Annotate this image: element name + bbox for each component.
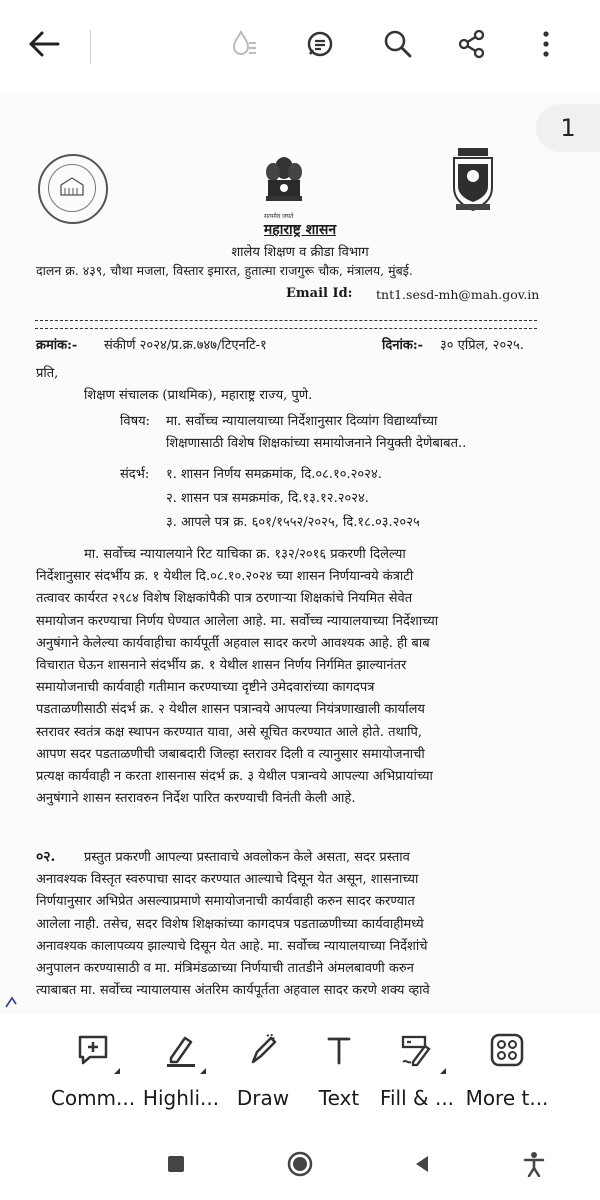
more-vertical-icon[interactable] xyxy=(522,20,570,68)
tool-options-caret[interactable] xyxy=(200,1062,206,1074)
reference-label: संदर्भ: xyxy=(120,467,150,482)
paragraph-line: समायोजन करण्याचा निर्णय घेण्यात आलेला आहे. मा. सर्वोच्च न्यायालयाच्या निर्देशाच्या xyxy=(36,613,439,629)
paragraph-line: अनुषंगाने केलेल्या कार्यवाहीचा कार्यपूर्ती अहवाल सादर करणे आवश्यक आहे. ही बाब xyxy=(36,635,430,651)
fill-sign-icon xyxy=(399,1032,435,1068)
tool-label: Fill & ... xyxy=(379,1086,455,1110)
home-icon[interactable] xyxy=(280,1144,320,1184)
tool-options-caret[interactable] xyxy=(114,1062,120,1074)
system-navigation-bar xyxy=(0,1120,600,1200)
ref-number: संकीर्ण २०२४/प्र.क्र.७४७/टिएनटि-१ xyxy=(104,338,267,353)
paragraph-line: मा. सर्वोच्च न्यायालयाने रिट याचिका क्र. १३२/२०१६ प्रकरणी दिलेल्या xyxy=(84,547,406,562)
search-icon[interactable] xyxy=(374,20,422,68)
bottom-toolbar xyxy=(0,1014,600,1120)
paragraph-line: आलेला नाही. तसेच, सदर विशेष शिक्षकांच्या कागदपत्र पडताळणीच्या कार्यवाहीमध्ये xyxy=(36,916,424,932)
paragraph-1 xyxy=(36,544,548,810)
paragraph-line: स्तरावर स्वतंत्र कक्ष स्थापन करण्यात यावा, असे सूचित करण्यात आले होते. तथापि, xyxy=(36,724,423,740)
accessibility-icon[interactable] xyxy=(514,1144,554,1184)
back-icon[interactable] xyxy=(402,1144,442,1184)
document-page[interactable] xyxy=(0,92,600,1014)
header-divider-2 xyxy=(35,328,537,329)
tool-options-caret[interactable] xyxy=(440,1062,446,1074)
tool-label: Draw xyxy=(236,1086,290,1110)
email-value: tnt1.sesd-mh@mah.gov.in xyxy=(376,287,540,302)
paragraph-line: समायोजनाची कार्यवाही गतीमान करण्याच्या दृष्टीने उमेदवारांच्या कागदपत्र xyxy=(36,680,375,696)
draw-pen-icon xyxy=(245,1032,281,1068)
paragraph-line: प्रत्यक्ष कार्यवाही न करता शासनास संदर्भ क्र. ३ येथील पत्रान्वये आपल्या अभिप्रायांच्या xyxy=(36,769,433,785)
paragraph-line: प्रस्तुत प्रकरणी आपल्या प्रस्तावाचे अवलोकन केले असता, सदर प्रस्ताव xyxy=(84,850,410,865)
tool-label: Comm... xyxy=(50,1086,136,1110)
date-value: ३० एप्रिल, २०२५. xyxy=(440,338,524,353)
subject-line-1: मा. सर्वोच्च न्यायालयाच्या निर्देशानुसार दिव्यांग विद्यार्थ्यांच्या xyxy=(166,414,438,429)
paragraph-line: तत्वावर कार्यरत २९८४ विशेष शिक्षकांपैकी पात्र ठरणाऱ्या शिक्षकांचे नियमित सेवेत xyxy=(36,591,413,607)
paragraph-line: त्याबाबत मा. सर्वोच्च न्यायालयास अंतरिम कार्यपूर्तता अहवाल सादर करणे शक्य व्हावे xyxy=(36,983,430,999)
header-title: महाराष्ट्र शासन xyxy=(263,222,337,238)
pen-annotation-icon xyxy=(4,994,20,1008)
date-label: दिनांक:- xyxy=(382,338,424,353)
paragraph-line: अनुषंगाने शासन स्तरावरुन निर्देश पारित करण्याची विनंती केली आहे. xyxy=(36,791,356,807)
tool-label: Text xyxy=(318,1086,360,1110)
ref-number-label: क्रमांक:- xyxy=(36,338,78,353)
header-divider-1 xyxy=(35,320,537,321)
subject-label: विषय: xyxy=(120,414,151,429)
liquid-mode-icon[interactable] xyxy=(220,20,268,68)
reference-item: १. शासन निर्णय समक्रमांक, दि.०८.१०.२०२४. xyxy=(166,467,382,482)
paragraph-line: निर्णयानुसार अभिप्रेत असल्याप्रमाणे समायोजनाची कार्यवाही करुन सादर करण्यात xyxy=(36,894,415,910)
recent-apps-icon[interactable] xyxy=(156,1144,196,1184)
page-number-badge[interactable]: 1 xyxy=(536,104,600,152)
back-arrow-icon[interactable] xyxy=(20,20,68,68)
emblem-caption: सत्यमेव जयते xyxy=(264,213,294,220)
department-name: शालेय शिक्षण व क्रीडा विभाग xyxy=(231,245,369,260)
paragraph-line: विचारात घेऊन शासनाने संदर्भीय क्र. १ येथील शासन निर्णय निर्गमित झाल्यानंतर xyxy=(36,658,407,674)
top-app-bar xyxy=(0,0,600,90)
comment-view-icon[interactable] xyxy=(296,20,344,68)
paragraph-line: अनावश्यक कालापव्यय झाल्याचे दिसून येत आहे. मा. सर्वोच्च न्यायालयाच्या निर्देशांचे xyxy=(36,938,428,954)
paragraph-line: पडताळणीसाठी संदर्भ क्र. २ येथील शासन पत्रान्वये आपल्या नियंत्रणाखाली कार्यालय xyxy=(36,702,425,718)
reference-item: ३. आपले पत्र क्र. ६०१/१५५२/२०२५, दि.१८.०३.२०२५ xyxy=(166,515,420,530)
tool-label: Highli... xyxy=(142,1086,220,1110)
share-icon[interactable] xyxy=(448,20,496,68)
paragraph-line: आपण सदर पडताळणीची जबाबदारी जिल्हा स्तरावर दिली व त्यानुसार समायोजनाची xyxy=(36,746,425,762)
paragraph-line: निर्देशानुसार संदर्भीय क्र. १ येथील दि.०८.१०.२०२४ च्या शासन निर्णयान्वये कंत्राटी xyxy=(36,569,414,585)
subject-line-2: शिक्षणासाठी विशेष शिक्षकांच्या समायोजनाने नियुक्ती देणेबाबत.. xyxy=(166,436,467,451)
left-seal-logo xyxy=(38,154,108,224)
reference-item: २. शासन पत्र समक्रमांक, दि.१३.१२.२०२४. xyxy=(166,491,369,506)
paragraph-2 xyxy=(36,847,548,1002)
toolbar-divider xyxy=(90,30,91,64)
paragraph-line: अनुपालन करण्यासाठी व मा. मंत्रिमंडळाच्या निर्णयाची तातडीने अंमलबावणी करुन xyxy=(36,961,414,977)
comment-add-icon xyxy=(75,1032,111,1068)
more-tools[interactable] xyxy=(452,1026,562,1118)
paragraph-2-number: ०२. xyxy=(36,849,56,865)
highlighter-icon xyxy=(163,1032,199,1068)
paragraph-line: अनावश्यक विस्तृत स्वरुपाचा सादर करण्यात आल्याचे दिसून येत असून, शासनाच्या xyxy=(36,872,419,888)
right-seal-logo xyxy=(444,144,502,214)
salutation: प्रति, xyxy=(36,366,59,381)
more-tools-grid-icon xyxy=(489,1032,525,1068)
addressee: शिक्षण संचालक (प्राथमिक), महाराष्ट्र राज्य, पुणे. xyxy=(84,388,313,403)
text-tool-icon xyxy=(321,1032,357,1068)
office-address: दालन क्र. ४३९, चौथा मजला, विस्तार इमारत, हुतात्मा राजगुरू चौक, मंत्रालय, मुंबई. xyxy=(36,263,413,278)
email-label: Email Id: xyxy=(286,286,353,301)
tool-label: More t... xyxy=(465,1086,549,1110)
